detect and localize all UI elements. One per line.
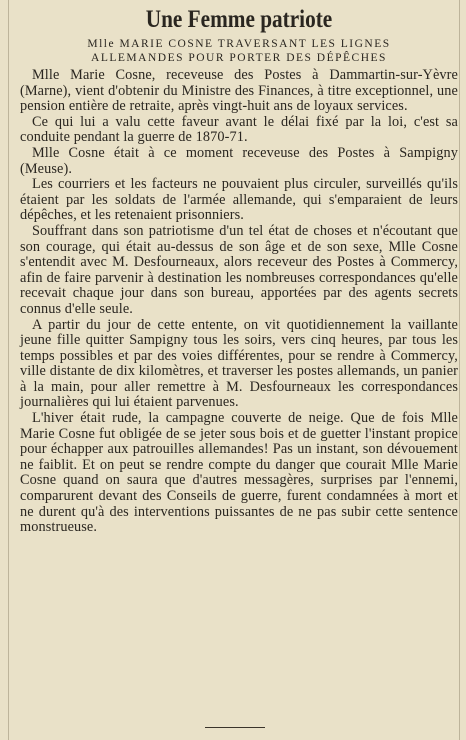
right-border <box>459 0 460 740</box>
subtitle-line-1: Mlle MARIE COSNE TRAVERSANT LES LIGNES <box>87 38 391 50</box>
paragraph-4: Les courriers et les facteurs ne pouvaient plus circuler, surveillés qu'ils étaient par les soldats de l'armée allemande, qui s'emparaient de leurs dépêches, et les retenaient prisonniers. <box>20 176 458 224</box>
paragraph-2: Ce qui lui a valu cette faveur avant le délai fixé par la loi, c'est sa conduite pendant la guerre de 1870-71. <box>20 113 458 146</box>
paragraph-5: Souffrant dans son patriotisme d'un tel état de choses et n'écoutant que son courage, qui était au-dessus de son âge et de son sexe, Mlle Cosne s'entendit avec M. Desfourneaux, alors receveur des Postes à Commercy, afin de faire parvenir à destination les nombreuses correspondances qu'elle recevait chaque jour dans son bureau, apportées par des agents secrets connus d'elle seule. <box>20 222 458 317</box>
paragraph-6: A partir du jour de cette entente, on vit quotidiennement la vaillante jeune fille quitter Sampigny tous les soirs, vers cinq heures, par tous les temps possibles et par des voies différentes, pour se rendre à Commercy, ville distante de dix kilomètres, et traverser les postes allemands, un panier à la main, pour aller remettre à M. Desfourneaux les correspondances journalières qui lui étaient parvenues. <box>20 316 458 411</box>
end-rule <box>205 727 265 728</box>
article-subtitle <box>20 37 458 65</box>
paragraph-7: L'hiver était rude, la campagne couverte de neige. Que de fois Mlle Marie Cosne fut obligée de se jeter sous bois et de guetter l'instant propice pour échapper aux patrouilles allemandes! Pas un instant, son dévouement ne faiblit. Et on peut se rendre compte du danger que courait Mlle Marie Cosne quand on saura que d'autres messagères, surprises par l'ennemi, comparurent devant des Conseils de guerre, furent condamnées à mort et ne durent qu'à des interventions puissantes de ne pas subir cette sentence monstrueuse. <box>20 410 458 536</box>
article-title: Une Femme patriote <box>145 6 333 33</box>
newspaper-article <box>20 5 458 536</box>
paragraph-1: Mlle Marie Cosne, receveuse des Postes à Dammartin-sur-Yèvre (Marne), vient d'obtenir du Ministre des Finances, à titre exceptionnel, une pension entière de retraite, après vingt-huit ans de loyaux services. <box>20 67 458 115</box>
left-border <box>8 0 9 740</box>
paragraph-3: Mlle Cosne était à ce moment receveuse des Postes à Sampigny (Meuse). <box>20 144 458 177</box>
subtitle-line-2: ALLEMANDES POUR PORTER DES DÉPÊCHES <box>91 52 387 64</box>
